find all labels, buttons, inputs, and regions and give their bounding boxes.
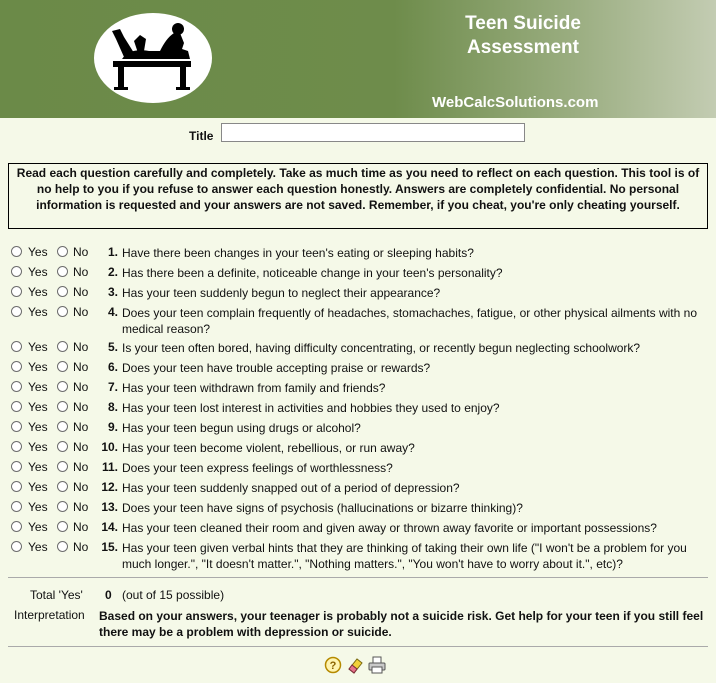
yes-radio[interactable] [11,541,22,552]
yes-radio[interactable] [11,286,22,297]
site-name-link[interactable]: WebCalcSolutions.com [432,94,599,111]
question-text: Have there been changes in your teen's eating or sleeping habits? [122,246,474,260]
no-radio[interactable] [57,341,68,352]
no-radio[interactable] [57,266,68,277]
no-radio[interactable] [57,481,68,492]
total-yes-note: (out of 15 possible) [122,588,225,602]
yes-radio[interactable] [11,421,22,432]
yes-label: Yes [28,265,48,279]
no-label: No [73,380,89,394]
no-radio[interactable] [57,401,68,412]
printer-icon[interactable] [368,656,386,674]
yes-radio[interactable] [11,341,22,352]
question-number: 13. [101,500,118,514]
question-number: 3. [107,285,118,299]
question-text: Has your teen suddenly begun to neglect their appearance? [122,286,441,300]
no-label: No [73,420,89,434]
yes-radio[interactable] [11,521,22,532]
title-row [0,123,716,147]
teen-on-table-icon [94,13,212,103]
yes-radio[interactable] [11,381,22,392]
question-text: Has your teen cleaned their room and given away or thrown away favorite or important possessions? [122,521,657,535]
interpretation-text: Based on your answers, your teenager is probably not a suicide risk. Get help for your teen if you still feel there may be a problem with depression or suicide. [99,609,704,639]
question-text: Has your teen lost interest in activities and hobbies they used to enjoy? [122,401,500,415]
no-radio[interactable] [57,286,68,297]
total-yes-label: Total 'Yes' [30,588,83,602]
no-radio[interactable] [57,361,68,372]
title-label: Title [189,129,214,143]
yes-label: Yes [28,400,48,414]
no-label: No [73,540,89,554]
question-text: Has your teen withdrawn from family and friends? [122,381,386,395]
no-label: No [73,500,89,514]
yes-radio[interactable] [11,306,22,317]
no-label: No [73,480,89,494]
question-number: 7. [107,380,118,394]
yes-radio[interactable] [11,266,22,277]
no-label: No [73,440,89,454]
no-label: No [73,400,89,414]
yes-label: Yes [28,305,48,319]
no-radio[interactable] [57,501,68,512]
yes-radio[interactable] [11,441,22,452]
yes-label: Yes [28,420,48,434]
no-radio[interactable] [57,521,68,532]
question-number: 11. [101,460,118,474]
interpretation-label: Interpretation [14,608,85,622]
yes-radio[interactable] [11,361,22,372]
no-label: No [73,305,89,319]
yes-label: Yes [28,360,48,374]
question-number: 10. [101,440,118,454]
no-radio[interactable] [57,441,68,452]
yes-radio[interactable] [11,481,22,492]
question-number: 9. [107,420,118,434]
no-radio[interactable] [57,246,68,257]
question-number: 15. [101,540,118,554]
no-label: No [73,520,89,534]
no-radio[interactable] [57,381,68,392]
yes-label: Yes [28,440,48,454]
question-text: Has your teen suddenly snapped out of a period of depression? [122,481,460,495]
no-label: No [73,265,89,279]
yes-radio[interactable] [11,401,22,412]
eraser-icon[interactable] [346,656,364,674]
no-label: No [73,245,89,259]
total-yes-value: 0 [105,588,112,602]
logo [94,13,212,103]
header-banner [0,0,716,118]
yes-label: Yes [28,500,48,514]
no-radio[interactable] [57,541,68,552]
divider [8,577,708,578]
no-label: No [73,340,89,354]
question-text: Has your teen given verbal hints that they are thinking of taking their own life ("I won't be a problem for you much longer.", "It doesn't matter.", "Nothing matters.", "You won't have to worry about it.", etc)? [122,541,687,571]
title-input[interactable] [221,123,525,142]
no-label: No [73,460,89,474]
question-text: Has your teen begun using drugs or alcohol? [122,421,361,435]
question-number: 5. [107,340,118,354]
yes-label: Yes [28,520,48,534]
instructions-box: Read each question carefully and completely. Take as much time as you need to reflect on each question. This tool is of no help to you if you refuse to answer each question honestly. Answers are completely confidential. No personal information is requested and your answers are not saved. Remember, if you cheat, you're only cheating yourself. [8,163,708,229]
no-radio[interactable] [57,461,68,472]
yes-label: Yes [28,540,48,554]
no-radio[interactable] [57,421,68,432]
question-number: 12. [101,480,118,494]
toolbar [322,656,392,676]
question-number: 1. [107,245,118,259]
yes-label: Yes [28,460,48,474]
question-text: Does your teen complain frequently of headaches, stomachaches, fatigue, or other physical ailments with no medical reason? [122,306,697,336]
yes-label: Yes [28,380,48,394]
question-text: Does your teen have signs of psychosis (hallucinations or bizarre thinking)? [122,501,523,515]
question-number: 8. [107,400,118,414]
question-number: 4. [107,305,118,319]
yes-radio[interactable] [11,246,22,257]
question-number: 14. [101,520,118,534]
no-label: No [73,285,89,299]
no-label: No [73,360,89,374]
question-text: Has your teen become violent, rebellious, or run away? [122,441,415,455]
divider [8,646,708,647]
yes-label: Yes [28,480,48,494]
question-number: 6. [107,360,118,374]
yes-label: Yes [28,245,48,259]
yes-radio[interactable] [11,461,22,472]
question-number: 2. [107,265,118,279]
yes-label: Yes [28,285,48,299]
help-icon[interactable] [324,656,342,674]
app-title: Teen Suicide Assessment [465,13,581,58]
question-text: Has there been a definite, noticeable change in your teen's personality? [122,266,503,280]
no-radio[interactable] [57,306,68,317]
question-text: Is your teen often bored, having difficulty concentrating, or recently begun neglecting schoolwork? [122,341,641,355]
yes-radio[interactable] [11,501,22,512]
question-text: Does your teen express feelings of worthlessness? [122,461,393,475]
question-text: Does your teen have trouble accepting praise or rewards? [122,361,431,375]
svg-text:?: ? [329,660,337,672]
yes-label: Yes [28,340,48,354]
